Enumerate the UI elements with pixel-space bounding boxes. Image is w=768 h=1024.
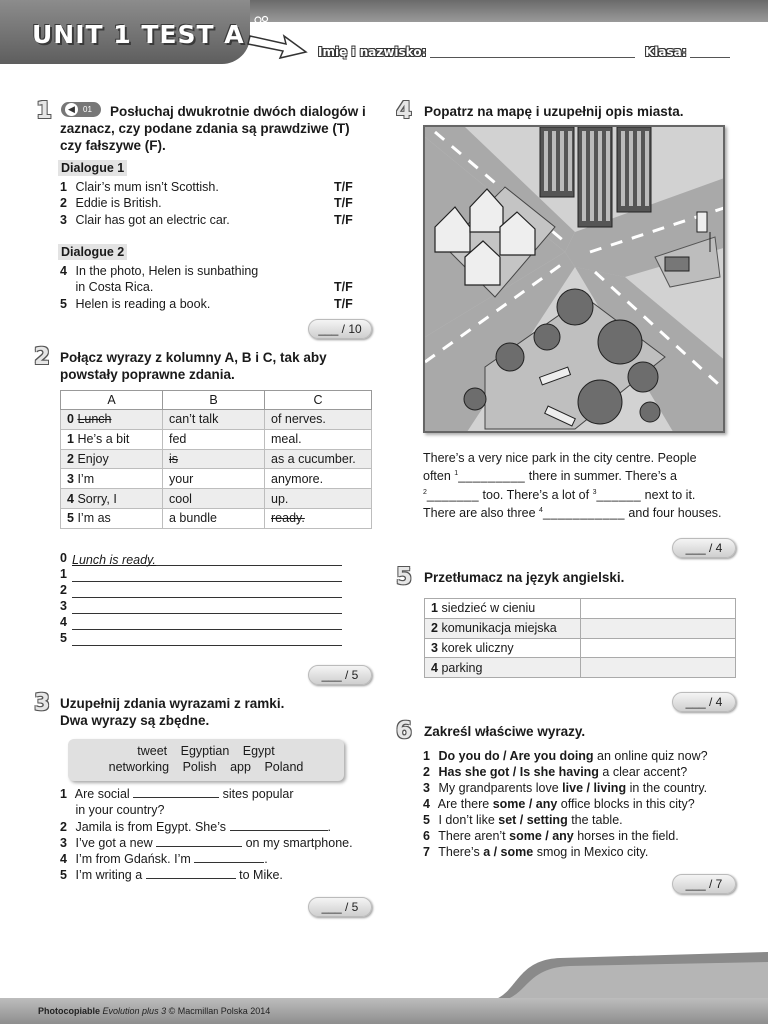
class-field[interactable]	[690, 57, 730, 58]
answer-line: 0 Lunch is ready.	[60, 550, 342, 566]
exercise-6-score[interactable]: ___ / 7	[672, 874, 736, 894]
footer-wave	[480, 952, 768, 1002]
unit-title: UNIT 1 TEST A	[32, 20, 245, 49]
answer-line: 4	[60, 614, 342, 630]
answer-cell[interactable]	[581, 658, 736, 678]
choice-options[interactable]: some / any	[492, 797, 558, 811]
list-item: 2 Jamila is from Egypt. She’s .	[60, 819, 331, 834]
name-field[interactable]	[430, 57, 635, 58]
word: app	[230, 759, 251, 774]
exercise-1-title: Posłuchaj dwukrotnie dwóch dialogów i zaznacz, czy podane zdania są prawdziwe (T) czy fałszywe (F).	[60, 104, 366, 153]
answer-field[interactable]	[72, 568, 342, 582]
exercise-6-list	[423, 748, 708, 860]
exercise-6-title: Zakreśl właściwe wyrazy.	[424, 724, 586, 739]
gap-field[interactable]	[230, 819, 328, 831]
exercise-3-title: Uzupełnij zdania wyrazami z ramki. Dwa wyrazy są zbędne.	[60, 696, 285, 728]
answer-cell[interactable]	[581, 599, 736, 619]
choice-options[interactable]: some / any	[509, 829, 574, 843]
list-item: 6 There aren’t some / any horses in the field.	[423, 829, 679, 843]
answer-line: 3	[60, 598, 342, 614]
exercise-6-number: 6	[396, 718, 413, 744]
answer-line: 2	[60, 582, 342, 598]
table-row: 3 korek uliczny	[425, 638, 736, 658]
word: Egyptian	[180, 744, 230, 758]
matching-table	[60, 390, 372, 529]
gap-field[interactable]: _______	[426, 487, 480, 502]
list-item: in Costa Rica. T/F	[75, 280, 353, 295]
arrow-icon	[246, 14, 316, 64]
translation-table	[424, 598, 736, 678]
exercise-4-title: Popatrz na mapę i uzupełnij opis miasta.	[424, 104, 684, 119]
word: networking	[108, 759, 170, 774]
answer-line: 1	[60, 566, 342, 582]
word: Polish	[182, 759, 217, 774]
exercise-5-title: Przetłumacz na język angielski.	[424, 570, 625, 585]
footer-text: Photocopiable Evolution plus 3 © Macmillan Polska 2014	[38, 1006, 271, 1016]
choice-options[interactable]: set / setting	[498, 813, 568, 827]
page-header	[0, 0, 768, 86]
track-number: 01	[83, 105, 92, 114]
town-map	[423, 125, 725, 433]
table-row: 5 I’m as a bundle ready.	[61, 508, 372, 528]
word: tweet	[137, 744, 168, 758]
answer-field[interactable]	[72, 616, 342, 630]
exercise-2-number: 2	[34, 344, 51, 370]
answer-lines	[60, 550, 342, 646]
exercise-3-list	[60, 786, 360, 884]
list-item: 4 In the photo, Helen is sunbathing	[60, 264, 259, 278]
answer-cell[interactable]	[581, 618, 736, 638]
gap-field[interactable]	[146, 867, 236, 879]
answer-line: 5	[60, 630, 342, 646]
table-row: 2 komunikacja miejska	[425, 618, 736, 638]
list-item: 3 My grandparents love live / living in the country.	[423, 781, 708, 795]
word-box	[68, 739, 344, 781]
list-item: 1 Do you do / Are you doing an online quiz now?	[423, 749, 708, 763]
list-item: 5 Helen is reading a book. T/F	[60, 296, 353, 311]
example-answer: Lunch is ready.	[72, 552, 342, 566]
list-item: 2 Eddie is British. T/F	[60, 196, 353, 211]
table-row: 4 Sorry, I cool up.	[61, 489, 372, 509]
tf-choice[interactable]: T/F	[334, 212, 353, 227]
list-item: 3 I’ve got a new on my smartphone.	[60, 835, 353, 850]
tf-choice[interactable]: T/F	[334, 296, 353, 311]
list-item: 4 I’m from Gdańsk. I’m .	[60, 852, 268, 867]
gap-field[interactable]: ___________	[542, 506, 625, 521]
table-row: 2 Enjoy is as a cucumber.	[61, 449, 372, 469]
exercise-5-number: 5	[396, 564, 413, 590]
table-row: 1 He’s a bit fed meal.	[61, 429, 372, 449]
map-description: There’s a very nice park in the city centre. People often $^1$_________ there in summer. There’s a $^2$_______ too. There’s a lot of $^3$______ next to it. There are also three $^4$___________ and four houses.	[423, 451, 722, 521]
table-row: 0 Lunch can’t talk of nerves.	[61, 410, 372, 430]
tf-choice[interactable]: T/F	[334, 180, 353, 194]
dialogue-1-list	[60, 179, 360, 228]
answer-field[interactable]	[72, 584, 342, 598]
list-item: 3 Clair has got an electric car. T/F	[60, 212, 353, 227]
dialogue-2-label: Dialogue 2	[58, 244, 127, 260]
answer-field[interactable]	[72, 632, 342, 646]
choice-options[interactable]: a / some	[483, 845, 534, 859]
exercise-2-score[interactable]: ___ / 5	[308, 665, 372, 685]
table-row: 1 siedzieć w cieniu	[425, 599, 736, 619]
table-row: 3 I’m your anymore.	[61, 469, 372, 489]
column-b-header: B	[163, 391, 265, 410]
table-row: 4 parking	[425, 658, 736, 678]
answer-cell[interactable]	[581, 638, 736, 658]
name-label: Imię i nazwisko:	[318, 45, 427, 59]
exercise-4-score[interactable]: ___ / 4	[672, 538, 736, 558]
exercise-3-score[interactable]: ___ / 5	[308, 897, 372, 917]
exercise-2-title: Połącz wyrazy z kolumny A, B i C, tak aby powstały poprawne zdania.	[60, 350, 327, 382]
exercise-1-score[interactable]: ___ / 10	[308, 319, 372, 339]
speaker-icon: ◀	[65, 103, 78, 116]
map-illustration	[425, 127, 725, 433]
list-item: 5 I don’t like set / setting the table.	[423, 813, 623, 827]
exercise-1-number: 1	[36, 98, 53, 124]
list-item: 4 Are there some / any office blocks in this city?	[423, 797, 695, 811]
list-item: 5 I’m writing a to Mike.	[60, 868, 283, 883]
exercise-4-number: 4	[396, 98, 413, 124]
gap-field[interactable]: ______	[596, 487, 642, 502]
list-item: 1 Are social sites popular	[60, 787, 294, 801]
choice-options[interactable]: Has she got / Is she having	[438, 765, 599, 779]
list-item: 2 Has she got / Is she having a clear accent?	[423, 765, 688, 779]
gap-field[interactable]	[133, 786, 219, 798]
list-item: 7 There’s a / some smog in Mexico city.	[423, 845, 649, 859]
word: Egypt	[242, 744, 275, 758]
dialogue-1-label: Dialogue 1	[58, 160, 127, 176]
gap-field[interactable]	[194, 851, 264, 863]
list-item: 1 Clair’s mum isn’t Scottish. T/F	[60, 180, 353, 194]
exercise-3-number: 3	[34, 690, 51, 716]
dialogue-2-list	[60, 263, 360, 312]
column-a-header: A	[61, 391, 163, 410]
exercise-5-score[interactable]: ___ / 4	[672, 692, 736, 712]
gap-field[interactable]: _________	[458, 469, 526, 484]
tf-choice[interactable]: T/F	[334, 196, 353, 211]
list-item: in your country?	[75, 803, 165, 818]
choice-options[interactable]: Do you do / Are you doing	[438, 749, 594, 763]
gap-field[interactable]	[156, 835, 242, 847]
tf-choice[interactable]: T/F	[334, 280, 353, 295]
class-label: Klasa:	[645, 45, 687, 59]
choice-options[interactable]: live / living	[562, 781, 627, 795]
word: Poland	[264, 759, 304, 774]
column-c-header: C	[265, 391, 372, 410]
answer-field[interactable]	[72, 600, 342, 614]
